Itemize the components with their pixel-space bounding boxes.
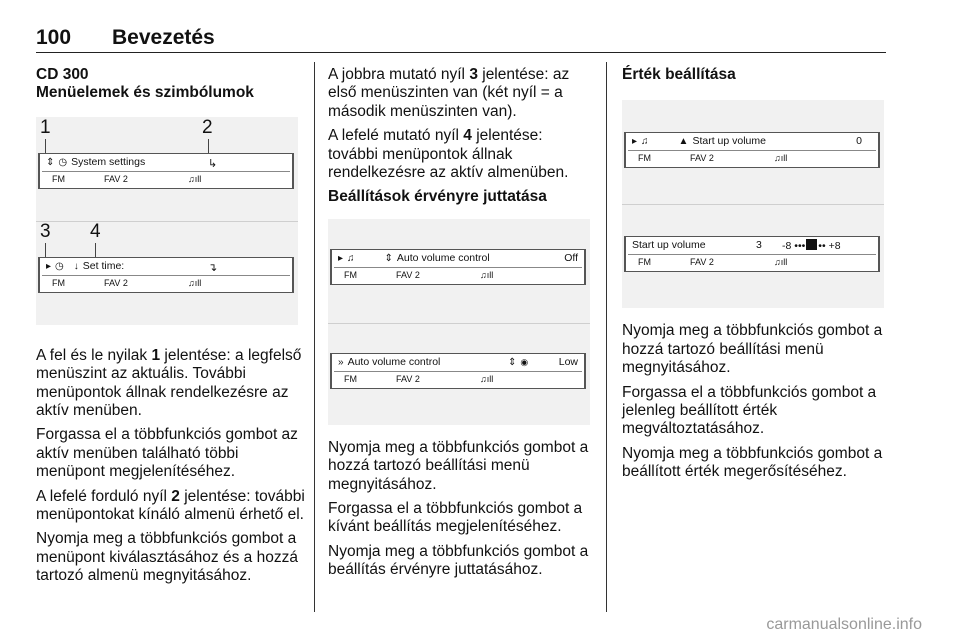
- menu-symbols-figure: [36, 117, 298, 325]
- paragraph: Forgassa el a többfunkciós gombot a kívánt beállítás megjelenítéséhez.: [328, 500, 583, 536]
- band-label: FM: [52, 277, 65, 288]
- watermark: carmanualsonline.info: [766, 616, 922, 633]
- menu-item-label: Auto volume control: [347, 355, 441, 368]
- column-divider-2: [606, 62, 607, 612]
- menu-item-label: Start up volume: [632, 239, 706, 252]
- figure-divider: [36, 221, 298, 222]
- menu-item-label: System settings: [71, 155, 146, 168]
- set-value-figure: [622, 100, 884, 308]
- down-arrow-icon: ↓: [73, 260, 79, 272]
- display-top: [330, 249, 586, 285]
- band-label: FM: [638, 257, 651, 268]
- updown-arrow-icon: ⇕: [46, 156, 55, 168]
- paragraph: A fel és le nyilak 1 jelentése: a legfelső menüszint az aktuális. További menüpontok állnak rendelkezésre az aktív menüben.: [36, 346, 302, 420]
- callout-3: 3: [40, 220, 51, 242]
- paragraph: Forgassa el a többfunkciós gombot az aktív menüben található többi menüpont megjelenítéséhez.: [36, 426, 298, 481]
- setting-value: Off: [564, 251, 578, 264]
- display-separator: [628, 150, 876, 151]
- apply-settings-figure: [328, 219, 590, 425]
- column-1: [36, 66, 310, 592]
- right-arrow-icon: ▸: [338, 252, 344, 264]
- display-bottom: [624, 236, 880, 272]
- menu-item-label: Start up volume: [692, 135, 766, 148]
- page-number: 100: [36, 26, 72, 49]
- slider-min: -8: [782, 240, 792, 253]
- turn-down-arrow-icon: ↳: [208, 157, 218, 170]
- paragraph: Forgassa el a többfunkciós gombot a jelenleg beállított érték megváltoztatásához.: [622, 383, 877, 438]
- callout-4: 4: [90, 220, 101, 242]
- right-arrow-icon: ▸: [46, 260, 52, 272]
- figure-divider: [622, 204, 884, 205]
- section-title: Bevezetés: [112, 26, 215, 49]
- signal-icon: ♫ıll: [188, 173, 202, 184]
- setting-value: 3: [756, 239, 762, 252]
- paragraph: Nyomja meg a többfunkciós gombot a beállított érték megerősítéséhez.: [622, 444, 883, 481]
- paragraph: A jobbra mutató nyíl 3 jelentése: az első menüszinten van (két nyíl = a második menüszinten van).: [328, 66, 570, 120]
- display-top: [624, 132, 880, 168]
- level-slider: [782, 239, 841, 252]
- preset-label: FAV 2: [104, 277, 128, 288]
- callout-2: 2: [202, 116, 213, 138]
- slider-dots-icon: •••: [794, 240, 806, 253]
- preset-label: FAV 2: [396, 269, 420, 280]
- band-label: FM: [344, 373, 357, 384]
- page-header: [36, 26, 886, 52]
- double-right-arrow-icon: »: [338, 356, 344, 368]
- signal-icon: ♫ıll: [774, 153, 788, 164]
- setting-value: 0: [856, 135, 862, 148]
- display-separator: [42, 171, 290, 172]
- clock-icon: ◷: [58, 156, 68, 168]
- display-bottom: [330, 353, 586, 389]
- title-cd300: CD 300: [36, 66, 89, 83]
- menu-item-label: Auto volume control: [396, 251, 490, 264]
- music-note-icon: ♫: [347, 252, 355, 264]
- slider-thumb: [806, 239, 817, 250]
- signal-icon: ♫ıll: [774, 257, 788, 268]
- slider-dots-icon: ••: [818, 240, 826, 253]
- band-label: FM: [52, 173, 65, 184]
- display-top: [38, 153, 294, 189]
- display-separator: [334, 371, 582, 372]
- paragraph: Nyomja meg a többfunkciós gombot a beállítás érvényre juttatásához.: [328, 542, 589, 579]
- signal-icon: ♫ıll: [188, 277, 202, 288]
- signal-icon: ♫ıll: [480, 373, 494, 384]
- column-2: [328, 66, 596, 586]
- band-label: FM: [344, 269, 357, 280]
- callout-1: 1: [40, 116, 51, 138]
- paragraph: Nyomja meg a többfunkciós gombot a hozzá tartozó beállítási menü megnyitásához.: [622, 322, 883, 377]
- setting-value: Low: [558, 355, 578, 368]
- updown-arrow-icon: ⇕: [508, 356, 517, 368]
- paragraph: Nyomja meg a többfunkciós gombot a hozzá tartozó beállítási menü megnyitásához.: [328, 438, 589, 493]
- paragraph: Nyomja meg a többfunkciós gombot a menüpont kiválasztásához és a hozzá tartozó almenü megnyitásához.: [36, 530, 298, 585]
- menu-item-label: Set time:: [82, 259, 125, 272]
- display-separator: [334, 267, 582, 268]
- display-separator: [628, 254, 876, 255]
- heading-apply-settings: Beállítások érvényre juttatása: [328, 188, 547, 206]
- heading-set-value: Érték beállítása: [622, 66, 736, 83]
- up-arrow-icon: ▲: [678, 136, 689, 148]
- turn-down-arrow-icon: ↴: [208, 261, 218, 274]
- paragraph: A lefelé forduló nyíl 2 jelentése: további menüpontokat kínáló almenü érhető el.: [36, 487, 305, 524]
- preset-label: FAV 2: [690, 153, 714, 164]
- column-divider-1: [314, 62, 315, 612]
- figure-divider: [328, 323, 590, 324]
- paragraph: A lefelé mutató nyíl 4 jelentése: további menüpontok állnak rendelkezésre az aktív almenüben.: [328, 127, 569, 182]
- slider-max: +8: [828, 240, 841, 253]
- right-arrow-icon: ▸: [632, 136, 638, 148]
- music-note-icon: ♫: [641, 136, 649, 148]
- signal-icon: ♫ıll: [480, 269, 494, 280]
- header-rule: [36, 52, 886, 53]
- preset-label: FAV 2: [104, 173, 128, 184]
- display-separator: [42, 275, 290, 276]
- preset-label: FAV 2: [690, 257, 714, 268]
- display-bottom: [38, 257, 294, 293]
- clock-icon: ◷: [55, 260, 64, 272]
- band-label: FM: [638, 153, 651, 164]
- title-menu-items: Menüelemek és szimbólumok: [36, 84, 254, 102]
- preset-label: FAV 2: [396, 373, 420, 384]
- column-3: [622, 66, 890, 488]
- updown-arrow-icon: ⇕: [384, 252, 393, 264]
- radio-selected-icon: ◉: [520, 356, 529, 367]
